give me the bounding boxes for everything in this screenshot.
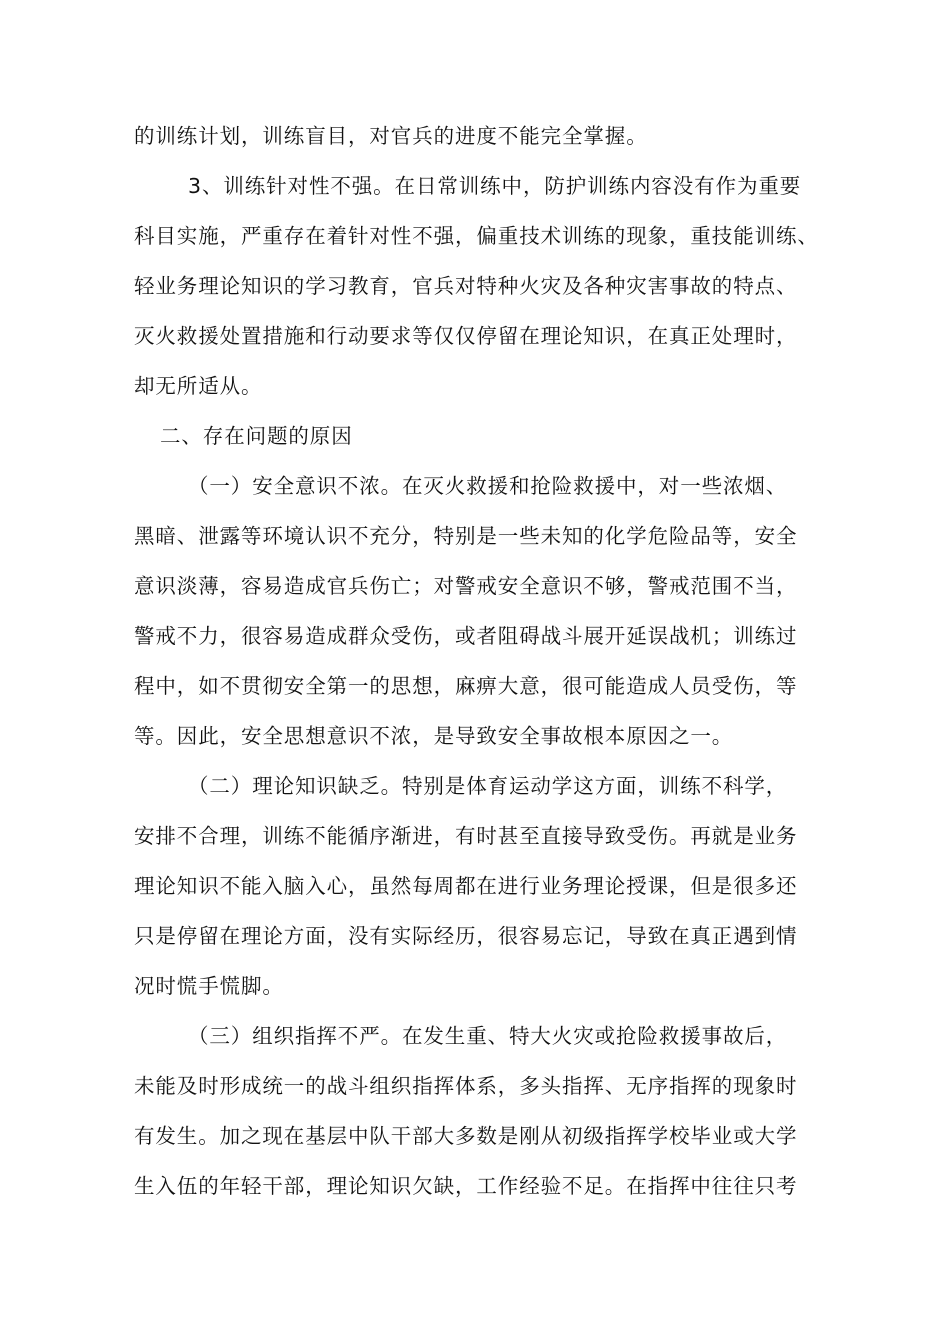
text-line: 轻业务理论知识的学习教育，官兵对特种火灾及各种灾害事故的特点、 — [134, 274, 798, 298]
paragraph-heading-1: （一）安全意识不浓。在灭火救援和抢险救援中，对一些浓烟、 — [188, 474, 788, 498]
paragraph-heading-3: 3、训练针对性不强。在日常训练中，防护训练内容没有作为重要 — [188, 174, 802, 198]
text-line: 理论知识不能入脑入心，虽然每周都在进行业务理论授课，但是很多还 — [134, 874, 798, 898]
text-line: 程中，如不贯彻安全第一的思想，麻痹大意，很可能造成人员受伤，等 — [134, 674, 798, 698]
text-line: 安排不合理，训练不能循序渐进，有时甚至直接导致受伤。再就是业务 — [134, 824, 798, 848]
text-line: 警戒不力，很容易造成群众受伤，或者阻碍战斗展开延误战机；训练过 — [134, 624, 798, 648]
text-line: 科目实施，严重存在着针对性不强，偏重技术训练的现象，重技能训练、 — [134, 224, 819, 248]
text-line: 只是停留在理论方面，没有实际经历，很容易忘记，导致在真正遇到情 — [134, 924, 798, 948]
text-line: 却无所适从。 — [134, 374, 263, 398]
paragraph-heading-3b: （三）组织指挥不严。在发生重、特大火灾或抢险救援事故后， — [188, 1024, 788, 1048]
text-line: 的训练计划，训练盲目，对官兵的进度不能完全掌握。 — [134, 124, 648, 148]
text-line: 黑暗、泄露等环境认识不充分，特别是一些未知的化学危险品等，安全 — [134, 524, 798, 548]
text-line: 意识淡薄，容易造成官兵伤亡；对警戒安全意识不够，警戒范围不当， — [134, 574, 798, 598]
text-line: 等。因此，安全思想意识不浓，是导致安全事故根本原因之一。 — [134, 724, 734, 748]
text-line: 生入伍的年轻干部，理论知识欠缺，工作经验不足。在指挥中往往只考 — [134, 1174, 798, 1198]
section-heading: 二、存在问题的原因 — [160, 424, 353, 448]
text-line: 况时慌手慌脚。 — [134, 974, 284, 998]
text-line: 灭火救援处置措施和行动要求等仅仅停留在理论知识，在真正处理时， — [134, 324, 798, 348]
paragraph-heading-2: （二）理论知识缺乏。特别是体育运动学这方面，训练不科学， — [188, 774, 788, 798]
text-line: 有发生。加之现在基层中队干部大多数是刚从初级指挥学校毕业或大学 — [134, 1124, 798, 1148]
text-line: 未能及时形成统一的战斗组织指挥体系，多头指挥、无序指挥的现象时 — [134, 1074, 798, 1098]
